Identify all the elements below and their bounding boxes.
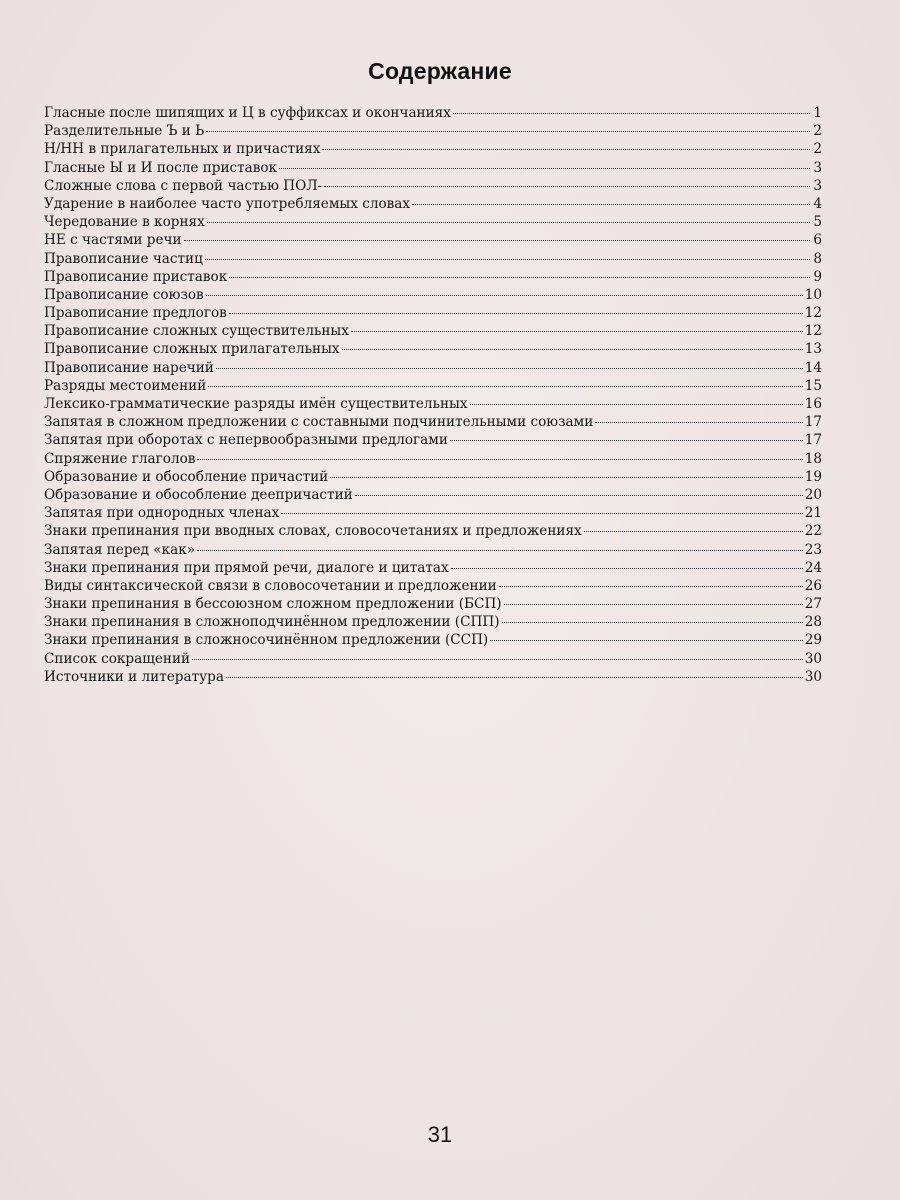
toc-entry-page: 10 — [804, 286, 822, 303]
toc-entry — [44, 340, 822, 358]
toc-dot-leader — [499, 586, 803, 587]
toc-entry-page: 6 — [813, 232, 822, 249]
toc-entry-label: Запятая перед «как» — [44, 541, 196, 558]
toc-dot-leader — [450, 440, 803, 441]
toc-entry — [44, 650, 822, 668]
toc-entry-page: 8 — [813, 250, 822, 267]
toc-dot-leader — [490, 640, 802, 641]
toc-entry-page: 21 — [804, 505, 822, 522]
toc-entry-page: 16 — [804, 396, 822, 412]
page-title: Содержание — [368, 58, 512, 84]
toc-entry-page: 24 — [804, 559, 822, 576]
toc-dot-leader — [412, 204, 810, 205]
toc-entry — [44, 250, 822, 268]
toc-dot-leader — [226, 677, 803, 678]
toc-dot-leader — [351, 331, 803, 332]
table-of-contents — [44, 104, 822, 686]
toc-dot-leader — [229, 313, 803, 314]
toc-entry-label: Источники и литература — [44, 668, 224, 685]
toc-entry-label: Лексико-грамматические разряды имён существительных — [44, 396, 468, 412]
toc-dot-leader — [322, 149, 810, 150]
toc-entry — [44, 413, 822, 431]
toc-entry-label: Правописание приставок — [44, 268, 228, 285]
toc-entry-page: 22 — [804, 523, 822, 540]
toc-entry-label: Разделительные Ъ и Ь — [44, 123, 205, 140]
toc-entry-label: Гласные после шипящих и Ц в суффиксах и окончаниях — [44, 105, 451, 121]
toc-entry — [44, 395, 822, 413]
toc-entry-page: 17 — [804, 432, 822, 449]
toc-dot-leader — [504, 604, 803, 605]
toc-entry-label: Спряжение глаголов — [44, 450, 196, 467]
toc-entry-page: 14 — [804, 359, 822, 376]
toc-entry-label: Правописание союзов — [44, 286, 204, 303]
toc-entry — [44, 541, 822, 559]
toc-entry-label: Правописание сложных прилагательных — [44, 341, 340, 358]
toc-entry — [44, 668, 822, 686]
toc-entry-page: 26 — [804, 577, 822, 594]
toc-entry — [44, 468, 822, 486]
toc-entry-label: Ударение в наиболее часто употребляемых словах — [44, 195, 411, 212]
toc-entry — [44, 304, 822, 322]
toc-entry — [44, 595, 822, 613]
toc-entry — [44, 631, 822, 649]
toc-entry-page: 29 — [804, 632, 822, 649]
toc-entry-label: Образование и обособление деепричастий — [44, 486, 353, 503]
toc-dot-leader — [229, 277, 810, 278]
toc-dot-leader — [595, 422, 802, 423]
toc-dot-leader — [206, 295, 803, 296]
toc-dot-leader — [451, 568, 803, 569]
toc-entry-page: 18 — [804, 450, 822, 467]
page-number: 31 — [427, 1122, 453, 1147]
toc-entry-page: 13 — [804, 341, 822, 358]
toc-entry — [44, 486, 822, 504]
toc-entry — [44, 195, 822, 213]
toc-entry-label: Правописание частиц — [44, 250, 203, 267]
toc-entry-page: 23 — [804, 541, 822, 558]
toc-dot-leader — [207, 222, 810, 223]
toc-dot-leader — [502, 622, 803, 623]
toc-entry — [44, 286, 822, 304]
toc-entry-label: Знаки препинания в бессоюзном сложном предложении (БСП) — [44, 596, 502, 613]
toc-entry-page: 1 — [813, 105, 822, 121]
toc-entry-label: Запятая при оборотах с непервообразными предлогами — [44, 432, 448, 449]
toc-dot-leader — [355, 495, 803, 496]
toc-entry-page: 17 — [804, 414, 822, 431]
toc-entry — [44, 104, 822, 122]
toc-entry — [44, 559, 822, 577]
toc-entry-label: Знаки препинания при прямой речи, диалоге и цитатах — [44, 559, 449, 576]
toc-entry-page: 12 — [804, 305, 822, 322]
toc-dot-leader — [584, 531, 803, 532]
toc-entry-page: 27 — [804, 596, 822, 613]
toc-entry — [44, 450, 822, 468]
toc-entry — [44, 359, 822, 377]
toc-entry-label: Знаки препинания в сложносочинённом предложении (ССП) — [44, 632, 489, 649]
toc-dot-leader — [453, 113, 810, 114]
toc-entry-page: 28 — [804, 614, 822, 631]
toc-entry-page: 2 — [813, 123, 822, 140]
toc-entry-label: Знаки препинания при вводных словах, словосочетаниях и предложениях — [44, 523, 582, 540]
toc-entry-page: 30 — [804, 650, 822, 667]
toc-entry — [44, 268, 822, 286]
toc-entry-label: Запятая в сложном предложении с составными подчинительными союзами — [44, 414, 594, 431]
toc-dot-leader — [205, 259, 810, 260]
toc-dot-leader — [208, 386, 802, 387]
toc-entry-page: 20 — [804, 486, 822, 503]
toc-entry-label: Виды синтаксической связи в словосочетании и предложении — [44, 577, 497, 594]
toc-entry-label: Гласные Ы и И после приставок — [44, 159, 278, 176]
toc-entry-page: 19 — [804, 468, 822, 485]
toc-entry-label: Правописание сложных существительных — [44, 323, 349, 340]
toc-entry — [44, 377, 822, 395]
toc-entry-page: 2 — [813, 141, 822, 158]
toc-entry-page: 4 — [813, 195, 822, 212]
toc-dot-leader — [324, 186, 810, 187]
toc-entry — [44, 522, 822, 540]
toc-entry-page: 3 — [813, 159, 822, 176]
toc-dot-leader — [184, 240, 810, 241]
toc-dot-leader — [192, 659, 803, 660]
toc-dot-leader — [281, 513, 802, 514]
toc-entry-page: 15 — [804, 377, 822, 394]
toc-entry — [44, 122, 822, 140]
toc-entry-label: Список сокращений — [44, 650, 191, 667]
toc-entry-page: 12 — [804, 323, 822, 340]
toc-entry — [44, 159, 822, 177]
toc-entry-label: Сложные слова с первой частью ПОЛ- — [44, 177, 323, 194]
toc-dot-leader — [197, 550, 803, 551]
toc-entry — [44, 213, 822, 231]
toc-dot-leader — [216, 368, 803, 369]
toc-dot-leader — [330, 477, 802, 478]
toc-dot-leader — [206, 131, 810, 132]
toc-entry — [44, 140, 822, 158]
toc-entry — [44, 504, 822, 522]
toc-dot-leader — [342, 349, 803, 350]
toc-entry — [44, 577, 822, 595]
toc-entry-label: Чередование в корнях — [44, 214, 205, 231]
toc-entry-page: 5 — [813, 214, 822, 231]
toc-entry-label: Разряды местоимений — [44, 377, 207, 394]
toc-entry — [44, 613, 822, 631]
toc-entry-label: Правописание предлогов — [44, 305, 227, 322]
toc-entry — [44, 231, 822, 249]
toc-entry-page: 9 — [813, 268, 822, 285]
toc-dot-leader — [197, 459, 802, 460]
toc-entry-label: Правописание наречий — [44, 359, 214, 376]
toc-dot-leader — [470, 404, 803, 405]
toc-entry-page: 30 — [804, 668, 822, 685]
toc-entry — [44, 322, 822, 340]
toc-entry-label: НЕ с частями речи — [44, 232, 182, 249]
toc-entry-label: Н/НН в прилагательных и причастиях — [44, 141, 321, 158]
toc-entry-label: Образование и обособление причастий — [44, 468, 329, 485]
toc-entry-label: Знаки препинания в сложноподчинённом предложении (СПП) — [44, 614, 500, 631]
toc-dot-leader — [279, 168, 810, 169]
toc-entry-label: Запятая при однородных членах — [44, 505, 280, 522]
toc-entry — [44, 431, 822, 449]
toc-entry — [44, 177, 822, 195]
toc-entry-page: 3 — [813, 177, 822, 194]
